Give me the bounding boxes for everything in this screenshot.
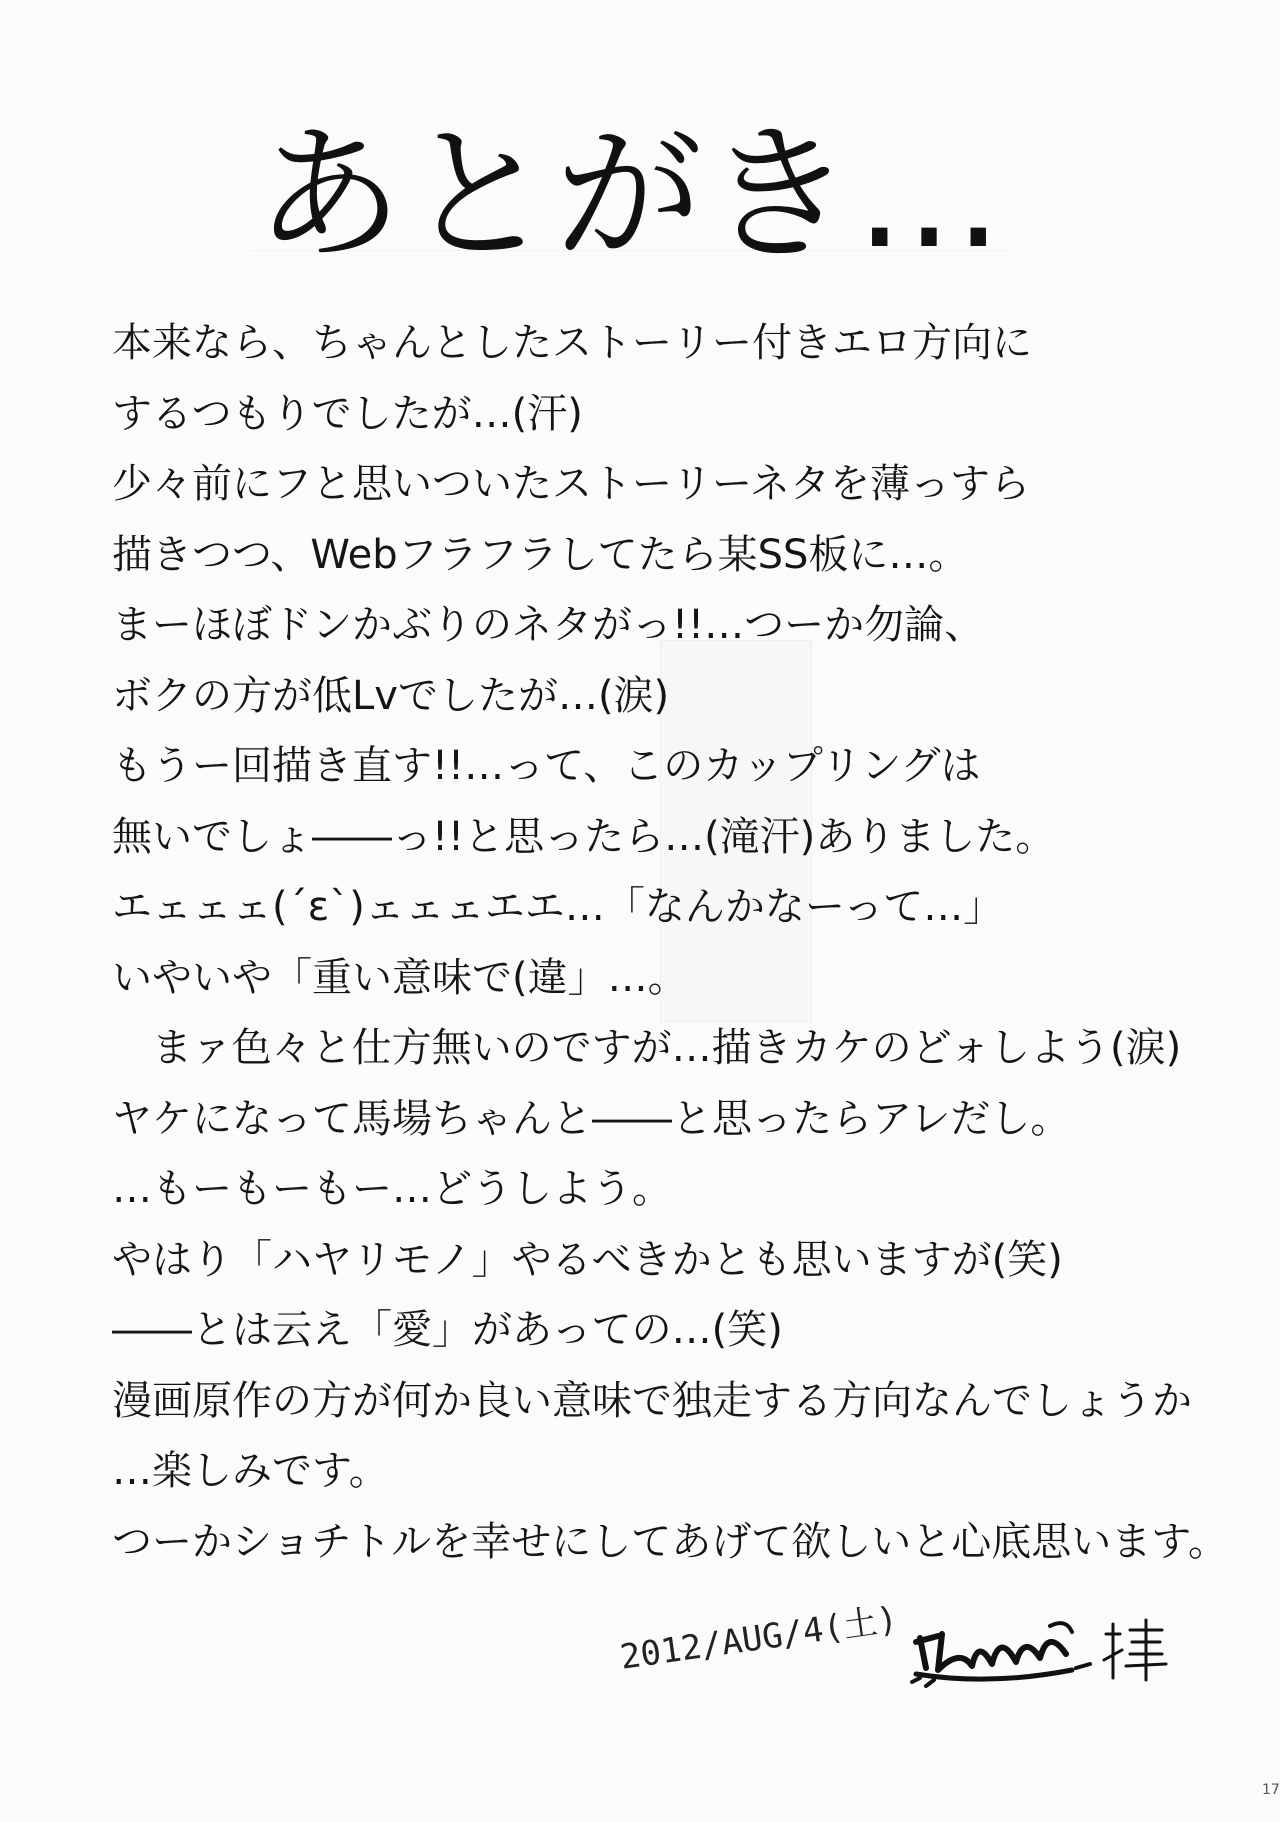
text-line: 本来なら、ちゃんとしたストーリー付きエロ方向に [112, 320, 1032, 366]
signature-block [617, 1599, 1180, 1698]
text-line: いやいや「重い意味で(違」…。 [112, 954, 688, 1001]
text-line: ヤケになって馬場ちゃんと――と思ったらアレだし。 [112, 1095, 1071, 1142]
text-line: まーほぼドンかぶりのネタがっ!!…つーか勿論、 [112, 602, 985, 648]
text-line: 少々前にフと思いついたストーリーネタを薄っすら [112, 461, 1030, 507]
text-line: するつもりでしたが…(汗) [112, 390, 583, 437]
text-line: つーかショチトルを幸せにしてあげて欲しいと心底思います。 [112, 1518, 1228, 1565]
text-line: …楽しみです。 [112, 1448, 389, 1494]
text-line: やはり「ハヤリモノ」やるべきかとも思いますが(笑) [112, 1236, 1063, 1283]
text-line: …もーもーもー…どうしよう。 [112, 1166, 672, 1212]
text-line: 漫画原作の方が何か良い意味で独走する方向なんでしょうか [112, 1377, 1192, 1424]
signature-date: 2012/AUG/4(土) [617, 1599, 901, 1678]
page-title: あとがき… [255, 109, 1005, 281]
text-line: ボクの方が低Lvでしたが…(涙) [112, 672, 670, 719]
text-line: 無いでしょ――っ!!と思ったら…(滝汗)ありました。 [112, 813, 1056, 860]
text-line: もうー回描き直す!!…って、このカップリングは [112, 743, 981, 789]
afterword-text [112, 308, 1232, 1577]
page-number: 17 [1262, 1782, 1280, 1798]
text-line: エェェェ(´ε`)ェェェエエ…「なんかなーって…」 [112, 884, 1004, 930]
text-line: ――とは云え「愛」があっての…(笑) [112, 1307, 783, 1353]
handwritten-signature [620, 1608, 1180, 1698]
text-line: 描きつつ、Webフラフラしてたら某SS板に…。 [112, 531, 969, 578]
text-line: まァ色々と仕方無いのですが…描きカケのどォしよう(涙) [152, 1025, 1182, 1071]
